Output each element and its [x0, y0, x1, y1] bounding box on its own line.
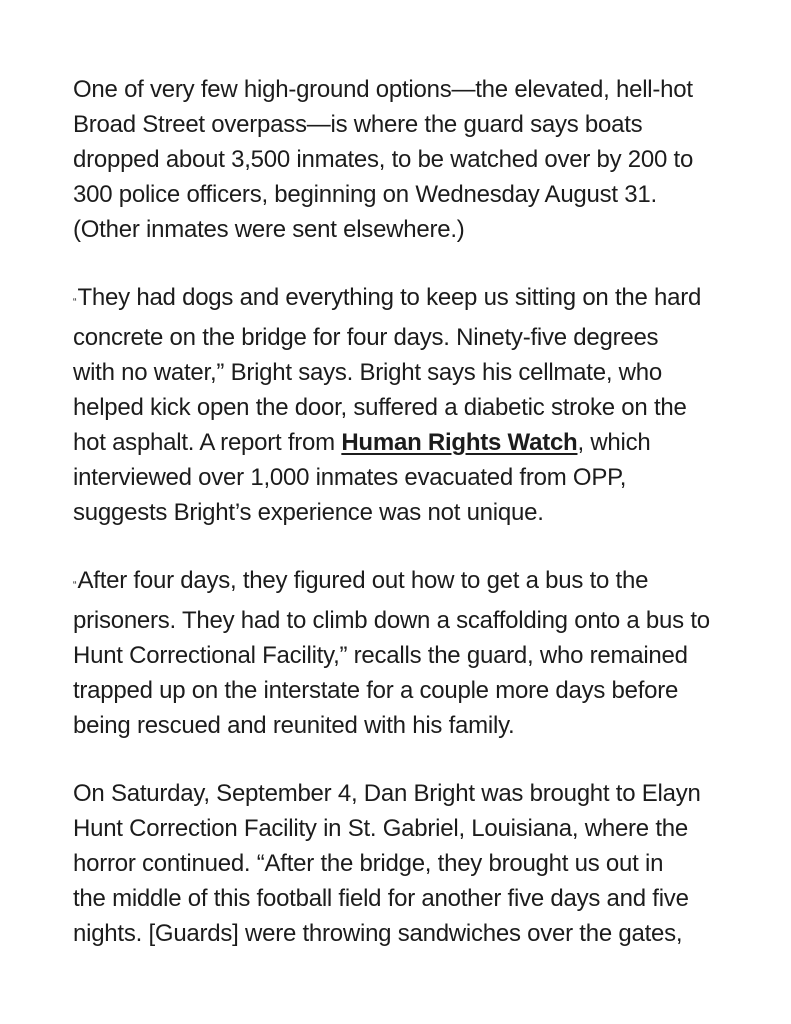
text-segment: with no water,” Bright says. Bright says his cellmate, who	[73, 359, 662, 386]
paragraph-3	[73, 563, 763, 743]
text-segment: Hunt Correction Facility in St. Gabriel, Louisiana, where the	[73, 815, 688, 842]
text-segment: One of very few high-ground options—the elevated, hell-hot	[73, 76, 693, 103]
article-body	[73, 72, 753, 951]
small-open-quote: “	[73, 296, 77, 308]
text-segment: suggests Bright’s experience was not unique.	[73, 499, 544, 526]
text-segment: On Saturday, September 4, Dan Bright was brought to Elayn	[73, 780, 701, 807]
text-segment: Broad Street overpass—is where the guard says boats	[73, 111, 643, 138]
human-rights-watch-link[interactable]: Human Rights Watch	[341, 429, 578, 456]
paragraph-1	[73, 72, 763, 247]
text-segment: (Other inmates were sent elsewhere.)	[73, 216, 465, 243]
paragraph-2	[73, 280, 763, 530]
text-segment: , which	[577, 429, 651, 456]
text-segment: prisoners. They had to climb down a scaffolding onto a bus to	[73, 607, 710, 634]
text-segment: being rescued and reunited with his family.	[73, 712, 515, 739]
text-segment: concrete on the bridge for four days. Ninety-five degrees	[73, 324, 659, 351]
text-segment: hot asphalt. A report from	[73, 429, 342, 456]
text-segment: horror continued. “After the bridge, they brought us out in	[73, 850, 664, 877]
text-segment: helped kick open the door, suffered a diabetic stroke on the	[73, 394, 687, 421]
text-segment: 300 police officers, beginning on Wednesday August 31.	[73, 181, 657, 208]
text-segment: They had dogs and everything to keep us sitting on the hard	[77, 284, 702, 311]
small-open-quote: “	[73, 579, 77, 591]
text-segment: interviewed over 1,000 inmates evacuated from OPP,	[73, 464, 627, 491]
paragraph-4	[73, 776, 763, 951]
text-segment: nights. [Guards] were throwing sandwiches over the gates,	[73, 920, 683, 947]
text-segment: trapped up on the interstate for a couple more days before	[73, 677, 679, 704]
text-segment: the middle of this football field for another five days and five	[73, 885, 689, 912]
text-segment: Hunt Correctional Facility,” recalls the guard, who remained	[73, 642, 688, 669]
text-segment: dropped about 3,500 inmates, to be watched over by 200 to	[73, 146, 694, 173]
text-segment: After four days, they figured out how to get a bus to the	[77, 567, 649, 594]
